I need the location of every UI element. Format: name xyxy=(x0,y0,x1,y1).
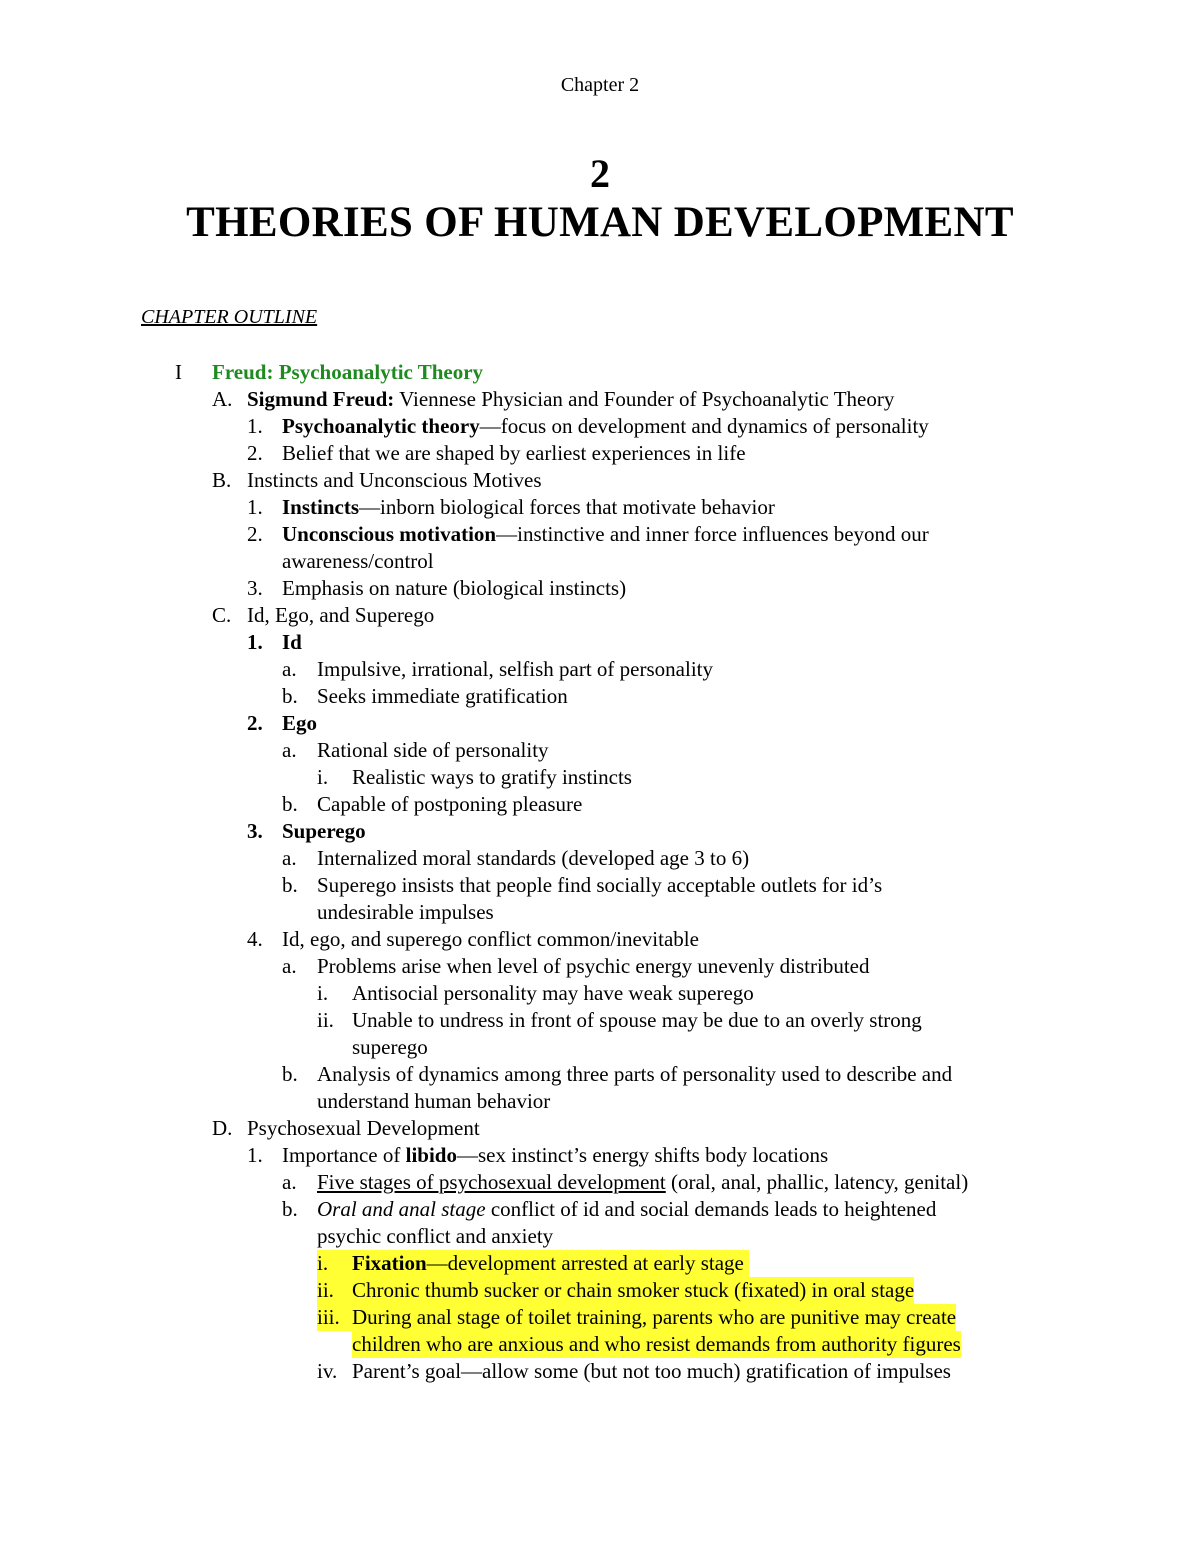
running-header: Chapter 2 xyxy=(560,74,640,96)
outline-label: CHAPTER OUTLINE xyxy=(141,306,318,328)
document-page: Chapter 2 2 THEORIES OF HUMAN DEVELOPMENT CHAPTER OUTLINE I Freud: Psychoanalytic Theory A. Sigmund Freud: Viennese Physician and Founder of Psychoanalytic Theory 1. Psychoanalytic theory—focus on development and dynamics of personality 2. Belief that we are shaped by earliest experiences in life B. Instincts and Unconscious Motives 1. Instincts—inborn biological forces that motivate behavior 2. Unconscious motivation—instinctive and inner force influences beyond our awareness/control 3. Emphasis on nature (biological instincts) C. Id, Ego, and Superego 1. Id a. Impulsive, irrational, selfish part of personality b. Seeks immediate gratification 2. Ego a. Rational side of personality i. Realistic ways to gratify instincts b. Capable of postponing pleasure 3. Superego a. Internalized moral standards (developed age 3 to 6) b. Superego insists that people find socially acceptable outlets for id’s undesirable impulses 4. Id, ego, and superego conflict common/inevitable a. Problems arise when level of psychic energy unevenly distributed i. Antisocial personality may have weak superego ii. Unable to undress in front of spouse may be due to an overly strong superego b. Analysis of dynamics among three parts of personality used to describe and understand human behavior D. Psychosexual Development 1. Importance of libido—sex instinct’s energy shifts body locations a. Five stages of psychosexual development (oral, anal, phallic, latency, genital) b. Oral and anal stage conflict of id and social demands leads to heightened psychic conflict and anxiety i. Fixation—development arrested at early stage ii. Chronic thumb sucker or chain smoker stuck (fixated) in oral stage iii. During anal stage of toilet training, parents who are punitive may create children who are anxious and who resist demands from authority figures iv. Parent’s goal—allow some (but not too much) gratification of impulses xyxy=(0,0,1200,1553)
chapter-title: THEORIES OF HUMAN DEVELOPMENT xyxy=(186,199,1014,246)
chapter-number: 2 xyxy=(590,151,610,196)
section-heading: Freud: Psychoanalytic Theory xyxy=(212,360,484,384)
